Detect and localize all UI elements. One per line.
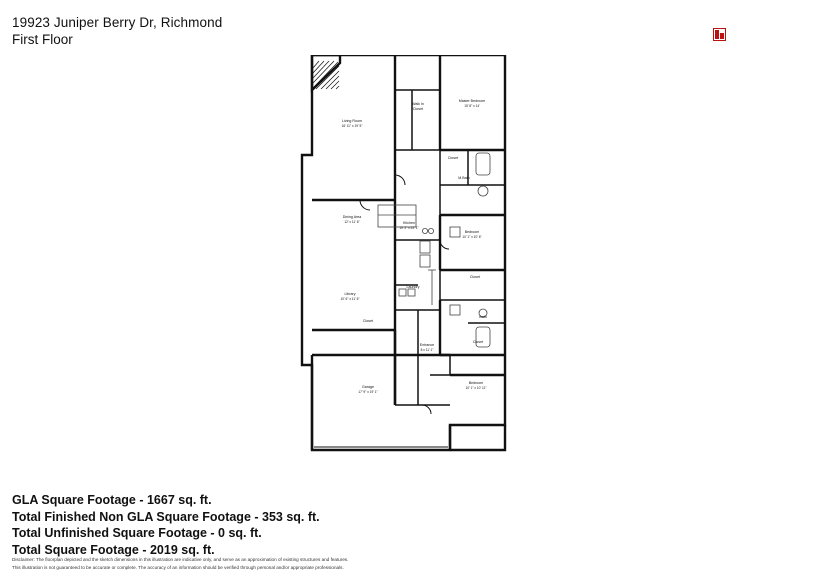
svg-text:Bedroom: Bedroom xyxy=(464,230,480,234)
square-footage-summary xyxy=(12,492,612,558)
svg-text:Closet: Closet xyxy=(469,275,481,279)
svg-text:8 x 11' 1": 8 x 11' 1" xyxy=(420,348,434,352)
svg-text:15' 8" x 14': 15' 8" x 14' xyxy=(464,104,480,108)
non-gla-square-footage: Total Finished Non GLA Square Footage - 353 sq. ft. xyxy=(12,509,320,524)
svg-text:Kitchen: Kitchen xyxy=(403,221,415,225)
svg-text:10' 6" x 11' 6": 10' 6" x 11' 6" xyxy=(340,297,360,301)
svg-text:Closet: Closet xyxy=(362,319,374,323)
room-labels xyxy=(340,99,486,394)
svg-text:10' 1" x 10' 6": 10' 1" x 10' 6" xyxy=(462,235,482,239)
page-header xyxy=(12,14,572,48)
svg-text:Library: Library xyxy=(344,292,356,296)
page-title: 19923 Juniper Berry Dr, Richmond xyxy=(12,15,223,30)
svg-text:Laundry: Laundry xyxy=(406,285,420,289)
svg-text:Living Room: Living Room xyxy=(342,119,362,123)
svg-text:Bedroom: Bedroom xyxy=(468,381,484,385)
total-square-footage: Total Square Footage - 2019 sq. ft. xyxy=(12,542,215,557)
svg-text:Closet: Closet xyxy=(472,340,484,344)
floor-subtitle: First Floor xyxy=(12,32,73,47)
svg-text:Walk In: Walk In xyxy=(412,102,424,106)
unfinished-square-footage: Total Unfinished Square Footage - 0 sq. ft. xyxy=(12,526,262,540)
svg-text:Entrance: Entrance xyxy=(419,343,435,347)
svg-text:16' 11" x 19' 5": 16' 11" x 19' 5" xyxy=(341,124,363,128)
svg-text:10' 2" x 22' 1": 10' 2" x 22' 1" xyxy=(399,226,419,230)
company-logo xyxy=(713,28,726,41)
floorplan-drawing xyxy=(300,55,525,455)
svg-text:17' 9" x 19' 1": 17' 9" x 19' 1" xyxy=(358,390,378,394)
disclaimer-line-1: Disclaimer: The floorplan depicted and the sketch dimensions in this illustration are indicative only, and serve as an approximation of existing structures and features. xyxy=(12,557,349,562)
disclaimer-line-2: This illustration is not guaranteed to be accurate or complete. The accuracy of an information should be verified through personal and/or appropriate professionals. xyxy=(12,564,344,570)
svg-text:Closet: Closet xyxy=(447,156,459,160)
svg-text:M.Bath: M.Bath xyxy=(458,176,470,180)
svg-text:12' x 11' 6": 12' x 11' 6" xyxy=(344,220,360,224)
svg-text:Master Bedroom: Master Bedroom xyxy=(458,99,486,103)
svg-text:Bath: Bath xyxy=(479,315,487,319)
svg-text:Closet: Closet xyxy=(412,107,424,111)
svg-text:Garage: Garage xyxy=(362,385,374,389)
disclaimer xyxy=(12,556,432,571)
svg-text:10' 1" x 10' 11": 10' 1" x 10' 11" xyxy=(465,386,487,390)
gla-square-footage: GLA Square Footage - 1667 sq. ft. xyxy=(12,493,212,507)
svg-text:Dining Area: Dining Area xyxy=(342,215,362,219)
